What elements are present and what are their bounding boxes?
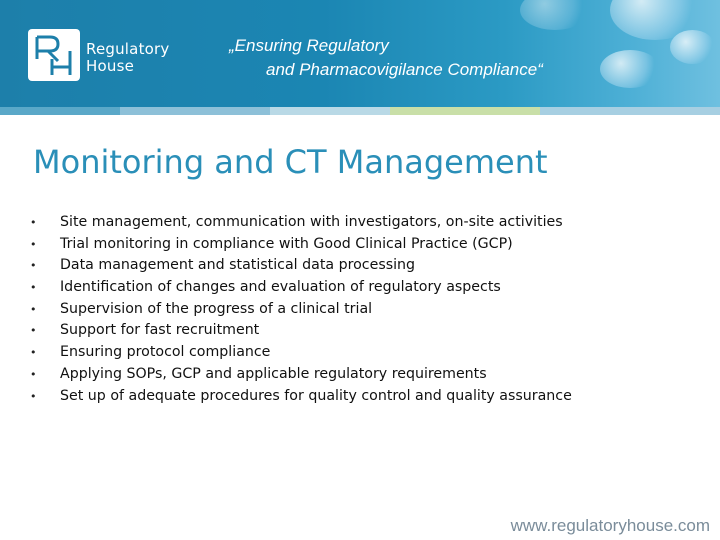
bullet-text: Data management and statistical data processing — [60, 257, 416, 274]
slide-title: Monitoring and CT Management — [33, 143, 548, 181]
brand-name — [86, 41, 169, 75]
bullet-icon: • — [30, 216, 37, 229]
company-logo — [28, 29, 80, 81]
decorative-bubble — [520, 0, 590, 30]
header-stripe — [0, 107, 720, 115]
bullet-icon: • — [30, 346, 37, 360]
bullet-text: Applying SOPs, GCP and applicable regulatory requirements — [60, 365, 487, 382]
bullet-text: Trial monitoring in compliance with Good Clinical Practice (GCP) — [60, 235, 513, 252]
brand-line-2: House — [86, 57, 135, 75]
bullet-text: Identification of changes and evaluation of regulatory aspects — [60, 279, 501, 296]
tagline-line-1: „Ensuring Regulatory — [229, 36, 389, 55]
bullet-icon: • — [30, 324, 37, 338]
bullet-text: Ensuring protocol compliance — [60, 344, 271, 361]
website-url: www.regulatoryhouse.com — [510, 516, 710, 535]
bullet-text: Set up of adequate procedures for quality control and quality assurance — [60, 387, 572, 404]
bullet-icon: • — [30, 237, 37, 251]
bullet-text: Site management, communication with investigators, on-site activities — [60, 214, 563, 230]
bullet-text: Support for fast recruitment — [60, 322, 260, 339]
bullet-icon: • — [30, 259, 37, 273]
rh-logo-icon — [28, 29, 80, 81]
bullet-icon: • — [30, 302, 37, 316]
tagline-line-2: and Pharmacovigilance Compliance“ — [266, 60, 543, 79]
bullet-icon: • — [30, 367, 37, 381]
bullet-text: Supervision of the progress of a clinical trial — [60, 300, 373, 317]
brand-line-1: Regulatory — [86, 40, 170, 58]
bullet-icon: • — [30, 389, 37, 403]
bullet-icon: • — [30, 281, 37, 295]
header-banner — [0, 0, 720, 107]
decorative-bubble — [670, 30, 715, 64]
decorative-bubble — [600, 50, 660, 88]
tagline — [224, 34, 584, 82]
